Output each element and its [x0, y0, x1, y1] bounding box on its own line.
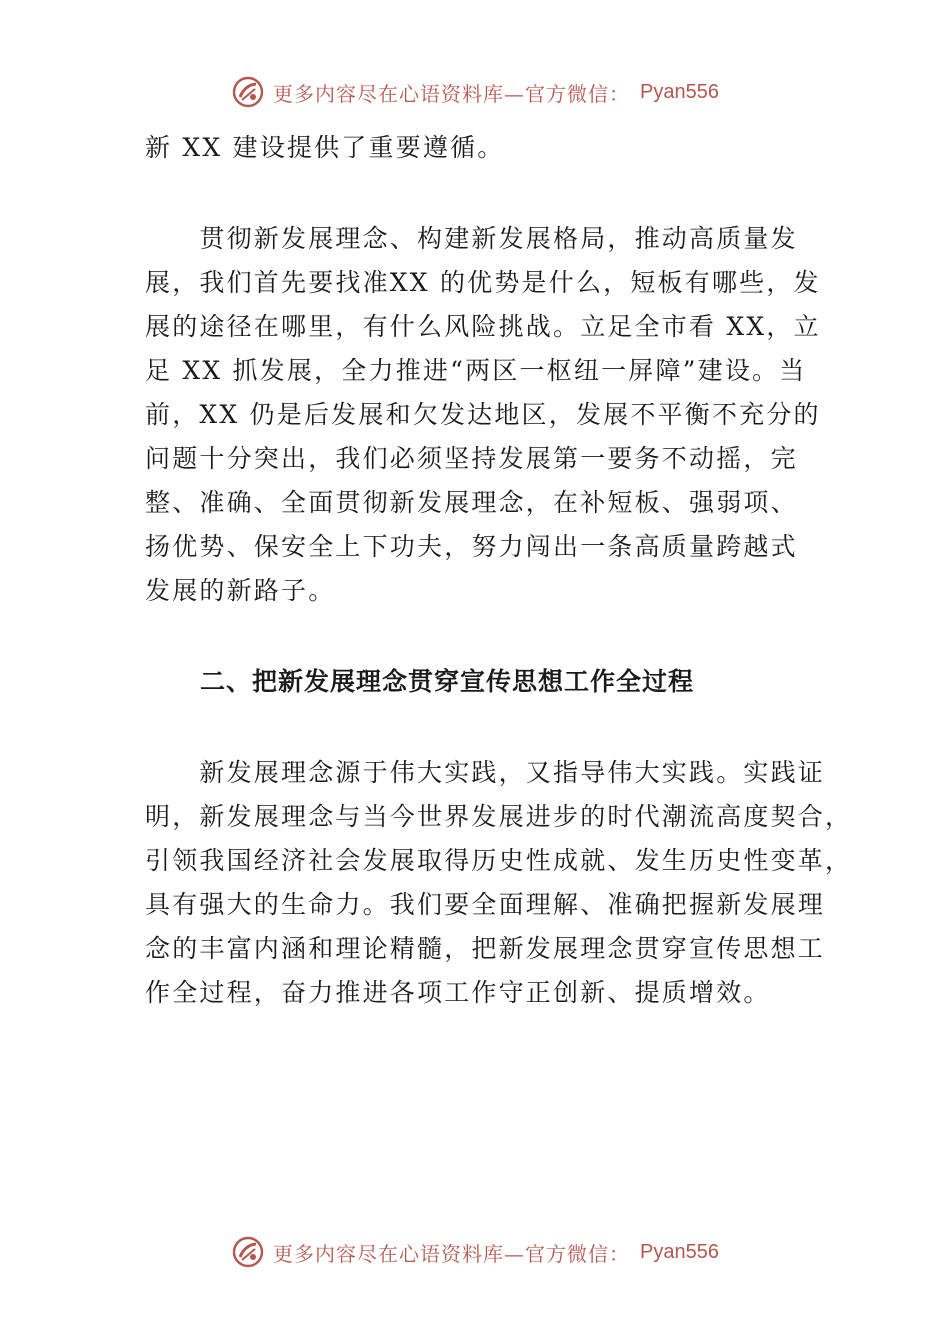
paragraph-2: [145, 751, 853, 1015]
paragraph-1: [145, 217, 845, 613]
paragraph-line: 具有强大的生命力。我们要全面理解、准确把握新发展理: [145, 890, 826, 919]
paragraph-line: 前，XX 仍是后发展和欠发达地区，发展不平衡不充分的: [145, 400, 821, 429]
document-body: [145, 126, 853, 1015]
paragraph-line: 足 XX 抓发展，全力推进“两区一枢纽一屏障”建设。当: [145, 356, 807, 385]
paragraph-gap: [145, 704, 845, 751]
paragraph-line: 扬优势、保安全上下功夫，努力闯出一条高质量跨越式: [145, 532, 798, 561]
section-heading: 二、把新发展理念贯穿宣传思想工作全过程: [200, 667, 695, 696]
paragraph-line: 整、准确、全面贯彻新发展理念，在补短板、强弱项、: [145, 488, 798, 517]
paragraph-line: 贯彻新发展理念、构建新发展格局，推动高质量发: [145, 224, 798, 253]
brand-logo-icon: [231, 75, 265, 109]
paragraph-line: 展的途径在哪里，有什么风险挑战。立足全市看 XX，立: [145, 312, 821, 341]
paragraph-line: 念的丰富内涵和理论精髓，把新发展理念贯穿宣传思想工: [145, 934, 826, 963]
intro-line: 新 XX 建设提供了重要遵循。: [145, 133, 505, 162]
paragraph-gap: [145, 613, 845, 660]
watermark-text: 更多内容尽在心语资料库—官方微信：: [273, 1241, 631, 1266]
paragraph-line: 作全过程，奋力推进各项工作守正创新、提质增效。: [145, 978, 771, 1007]
paragraph-line: 明，新发展理念与当今世界发展进步的时代潮流高度契合，: [145, 802, 853, 831]
brand-logo-icon: [231, 1235, 265, 1269]
paragraph-gap: [145, 170, 845, 217]
paragraph-line: 引领我国经济社会发展取得历史性成就、发生历史性变革，: [145, 846, 853, 875]
watermark-wechat-id: Pyan556: [640, 1240, 719, 1263]
watermark-wechat-id: Pyan556: [640, 80, 719, 103]
paragraph-line: 问题十分突出，我们必须坚持发展第一要务不动摇，完: [145, 444, 798, 473]
watermark-text: 更多内容尽在心语资料库—官方微信：: [273, 81, 631, 106]
paragraph-line: 新发展理念源于伟大实践，又指导伟大实践。实践证: [145, 758, 826, 787]
footer-watermark: [0, 1232, 950, 1272]
paragraph-line: 展，我们首先要找准XX 的优势是什么，短板有哪些，发: [145, 268, 821, 297]
header-watermark: [0, 72, 950, 112]
paragraph-line: 发展的新路子。: [145, 576, 336, 605]
